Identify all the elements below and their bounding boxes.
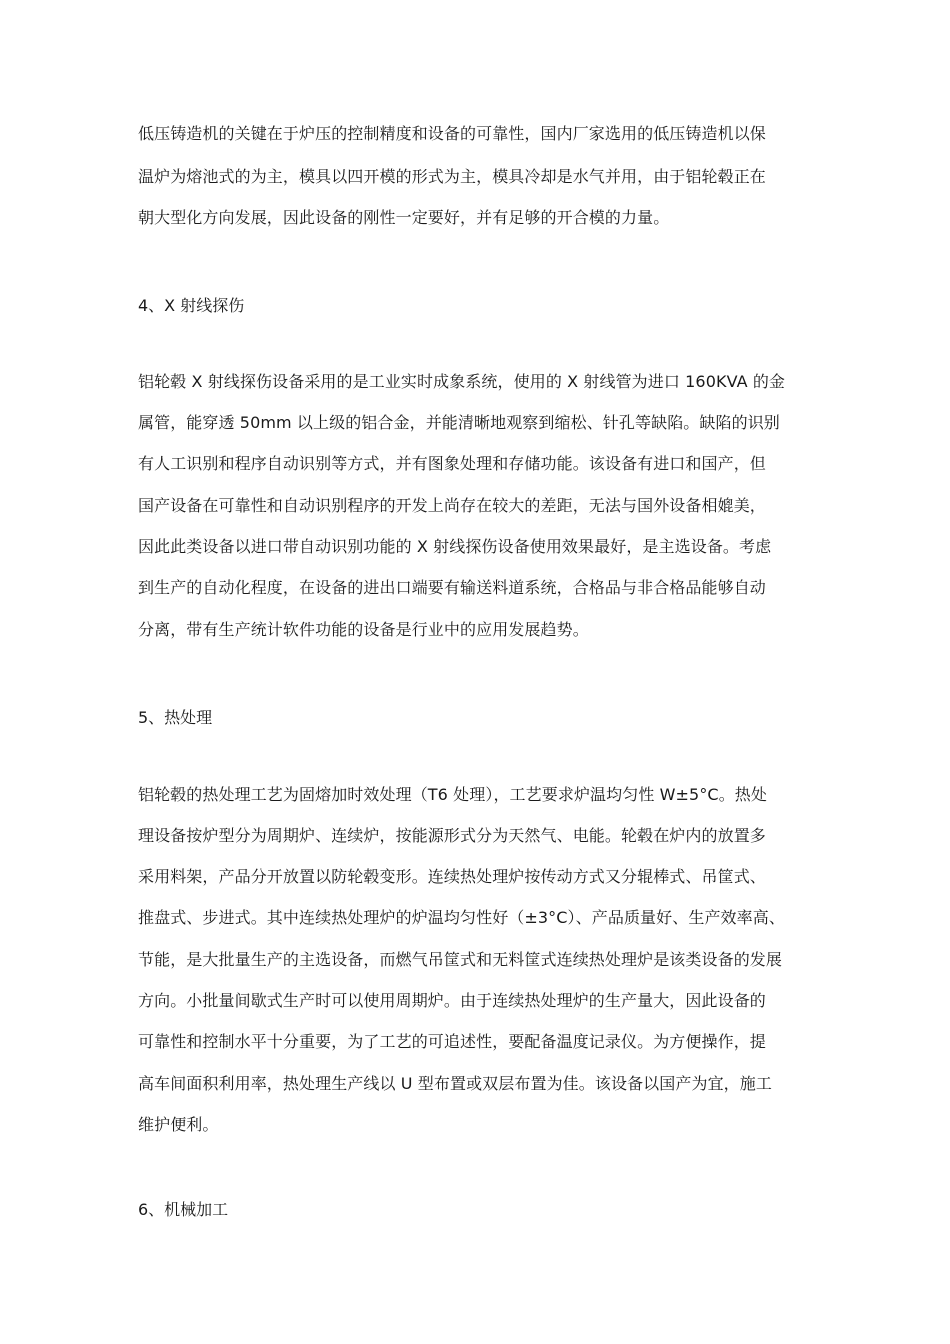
text-line: 到生产的自动化程度，在设备的进出口端要有输送料道系统，合格品与非合格品能够自动 (138, 578, 766, 597)
section-heading-xray: 4、X 射线探伤 (138, 296, 245, 315)
text-line: 可靠性和控制水平十分重要，为了工艺的可追述性，要配备温度记录仪。为方便操作，提 (138, 1032, 766, 1051)
section-heading-machining: 6、机械加工 (138, 1200, 229, 1219)
text-line: 铝轮毂 X 射线探伤设备采用的是工业实时成象系统，使用的 X 射线管为进口 160KVA 的金 (138, 372, 786, 391)
text-line: 采用料架，产品分开放置以防轮毂变形。连续热处理炉按传动方式又分辊棒式、吊筐式、 (138, 867, 766, 886)
text-line: 推盘式、步进式。其中连续热处理炉的炉温均匀性好（±3°C）、产品质量好、生产效率高、 (138, 908, 785, 927)
text-line: 维护便利。 (138, 1115, 219, 1134)
text-line: 温炉为熔池式的为主，模具以四开模的形式为主，模具冷却是水气并用，由于铝轮毂正在 (138, 167, 766, 186)
text-line: 朝大型化方向发展，因此设备的刚性一定要好，并有足够的开合模的力量。 (138, 208, 670, 227)
text-line: 理设备按炉型分为周期炉、连续炉，按能源形式分为天然气、电能。轮毂在炉内的放置多 (138, 826, 766, 845)
text-line: 有人工识别和程序自动识别等方式，并有图象处理和存储功能。该设备有进口和国产，但 (138, 454, 766, 473)
text-line: 铝轮毂的热处理工艺为固熔加时效处理（T6 处理），工艺要求炉温均匀性 W±5°C。热处 (138, 785, 768, 804)
text-line: 低压铸造机的关键在于炉压的控制精度和设备的可靠性，国内厂家选用的低压铸造机以保 (138, 124, 766, 143)
text-line: 分离，带有生产统计软件功能的设备是行业中的应用发展趋势。 (138, 620, 589, 639)
text-line: 节能，是大批量生产的主选设备，而燃气吊筐式和无料筐式连续热处理炉是该类设备的发展 (138, 950, 783, 969)
section-heading-heat-treatment: 5、热处理 (138, 708, 213, 727)
text-line: 属管，能穿透 50mm 以上级的铝合金，并能清晰地观察到缩松、针孔等缺陷。缺陷的识别 (138, 413, 780, 432)
text-line: 方向。小批量间歇式生产时可以使用周期炉。由于连续热处理炉的生产量大，因此设备的 (138, 991, 766, 1010)
text-line: 高车间面积利用率，热处理生产线以 U 型布置或双层布置为佳。该设备以国产为宜，施工 (138, 1074, 772, 1093)
text-line: 因此此类设备以进口带自动识别功能的 X 射线探伤设备使用效果最好，是主选设备。考虑 (138, 537, 772, 556)
text-line: 国产设备在可靠性和自动识别程序的开发上尚存在较大的差距，无法与国外设备相媲美， (138, 496, 766, 515)
